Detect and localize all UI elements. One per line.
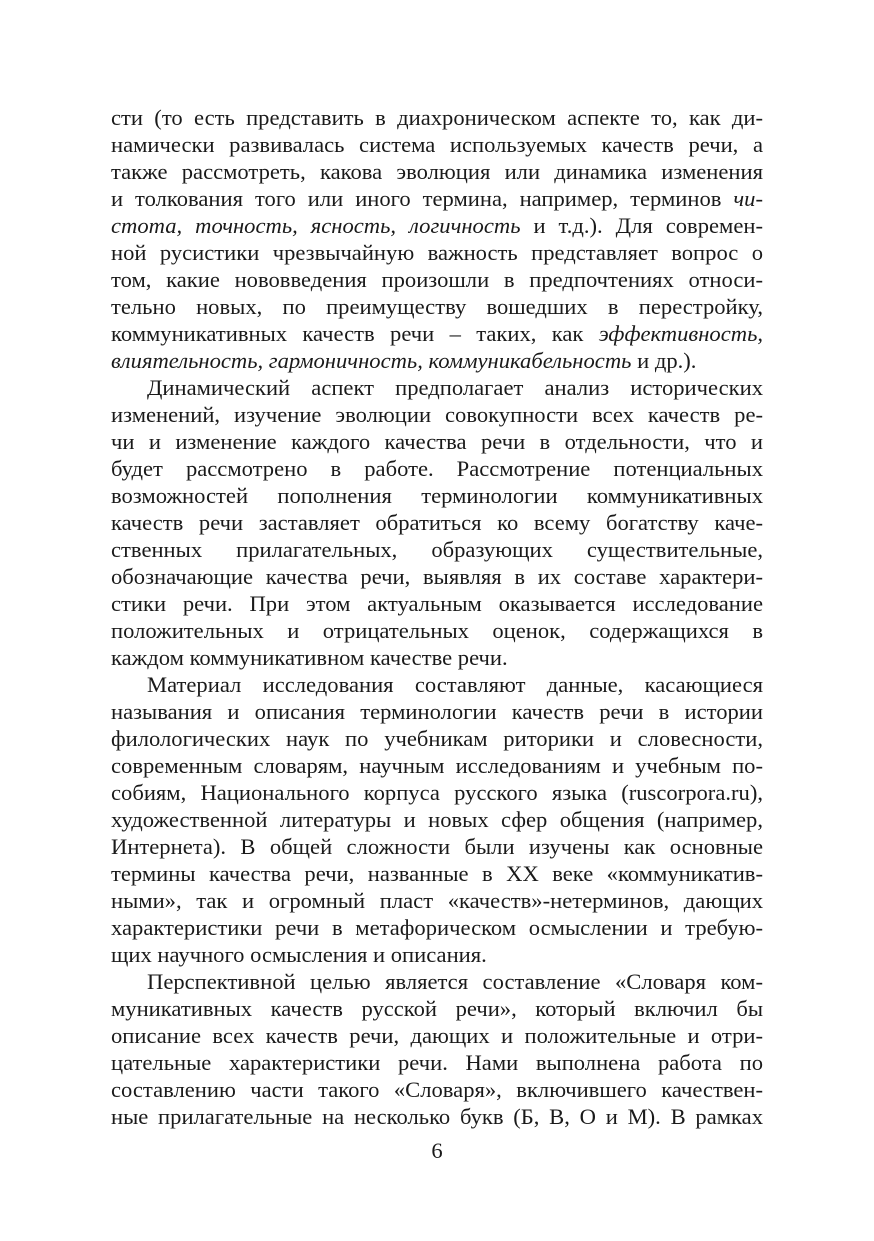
text-run: Интернета). В общей сложности были изучены как основные [111, 834, 763, 859]
text-line [111, 752, 763, 779]
text-line [111, 185, 763, 212]
text-line [111, 725, 763, 752]
text-line [111, 941, 763, 968]
text-run: возможностей пополнения терминологии коммуникативных [111, 483, 763, 508]
text-run: художественной литературы и новых сфер общения (например, [111, 807, 763, 832]
text-run: качеств речи заставляет обратиться ко всему богатству каче- [111, 510, 763, 535]
text-run: обозначающие качества речи, выявляя в их составе характери- [111, 564, 763, 589]
text-run: и т.д.). Для современ- [520, 213, 763, 238]
text-line [111, 158, 763, 185]
text-run: собиям, Национального корпуса русского языка (ruscorpora.ru), [111, 780, 763, 805]
text-run: сти (то есть представить в диахроническом аспекте то, как ди- [111, 105, 763, 130]
text-run: термины качества речи, названные в XX веке «коммуникатив- [111, 861, 763, 886]
text-line [111, 320, 763, 347]
text-run: щих научного осмысления и описания. [111, 942, 487, 967]
text-line [111, 509, 763, 536]
text-run: филологических наук по учебникам риторики и словесности, [111, 726, 763, 751]
text-run: том, какие нововведения произошли в предпочтениях относи- [111, 267, 763, 292]
text-line [111, 617, 763, 644]
text-run: ные прилагательные на несколько букв (Б, В, О и М). В рамках [111, 1104, 763, 1129]
text-run: описание всех качеств речи, дающих и положительные и отри- [111, 1023, 763, 1048]
text-line [111, 293, 763, 320]
text-line [111, 779, 763, 806]
text-run: Перспективной целью является составление «Словаря ком- [147, 969, 763, 994]
text-line [111, 833, 763, 860]
text-run: составлению части такого «Словаря», включившего качествен- [111, 1077, 763, 1102]
text-run: намически развивалась система используемых качеств речи, а [111, 132, 763, 157]
text-line [111, 698, 763, 725]
text-line [111, 806, 763, 833]
italic-term: стота, точность, ясность, логичность [111, 213, 521, 238]
text-line [111, 374, 763, 401]
body-text [111, 104, 763, 1130]
text-line [111, 968, 763, 995]
text-run: будет рассмотрено в работе. Рассмотрение потенциальных [111, 456, 763, 481]
text-run: также рассмотреть, какова эволюция или динамика изменения [111, 159, 763, 184]
italic-term: влиятельность, гармоничность, коммуникабельность [111, 348, 632, 373]
text-line [111, 212, 763, 239]
text-run: тельно новых, по преимуществу вошедших в перестройку, [111, 294, 763, 319]
text-line [111, 887, 763, 914]
text-run: называния и описания терминологии качеств речи в истории [111, 699, 763, 724]
text-line [111, 995, 763, 1022]
text-line [111, 671, 763, 698]
text-run: характеристики речи в метафорическом осмыслении и требую- [111, 915, 763, 940]
text-line [111, 536, 763, 563]
text-run: цательные характеристики речи. Нами выполнена работа по [111, 1050, 763, 1075]
text-line [111, 644, 763, 671]
text-line [111, 266, 763, 293]
text-run: ными», так и огромный пласт «качеств»-нетерминов, дающих [111, 888, 763, 913]
text-run: Динамический аспект предполагает анализ исторических [147, 375, 763, 400]
text-line [111, 482, 763, 509]
text-line [111, 347, 763, 374]
text-line [111, 1022, 763, 1049]
text-line [111, 1076, 763, 1103]
text-run: стики речи. При этом актуальным оказывается исследование [111, 591, 763, 616]
text-line [111, 1103, 763, 1130]
text-line [111, 563, 763, 590]
text-line [111, 1049, 763, 1076]
text-run: положительных и отрицательных оценок, содержащихся в [111, 618, 763, 643]
text-line [111, 455, 763, 482]
text-run: ной русистики чрезвычайную важность представляет вопрос о [111, 240, 763, 265]
text-line [111, 104, 763, 131]
text-run: муникативных качеств русской речи», который включил бы [111, 996, 763, 1021]
text-run: Материал исследования составляют данные, касающиеся [147, 672, 763, 697]
text-run: каждом коммуникативном качестве речи. [111, 645, 508, 670]
text-run: и др.). [631, 348, 697, 373]
text-line [111, 401, 763, 428]
text-line [111, 131, 763, 158]
text-line [111, 860, 763, 887]
text-run: изменений, изучение эволюции совокупности всех качеств ре- [111, 402, 763, 427]
text-line [111, 239, 763, 266]
page-number: 6 [431, 1138, 443, 1163]
text-run: чи и изменение каждого качества речи в отдельности, что и [111, 429, 763, 454]
text-line [111, 914, 763, 941]
text-line [111, 590, 763, 617]
text-line [111, 428, 763, 455]
text-run: и толкования того или иного термина, например, терминов [111, 186, 734, 211]
italic-term: чи- [733, 186, 763, 211]
italic-term: эффективность, [598, 321, 763, 346]
text-run: коммуникативных качеств речи – таких, как [111, 321, 599, 346]
text-run: ственных прилагательных, образующих существительные, [111, 537, 763, 562]
text-run: современным словарям, научным исследованиям и учебным по- [111, 753, 763, 778]
